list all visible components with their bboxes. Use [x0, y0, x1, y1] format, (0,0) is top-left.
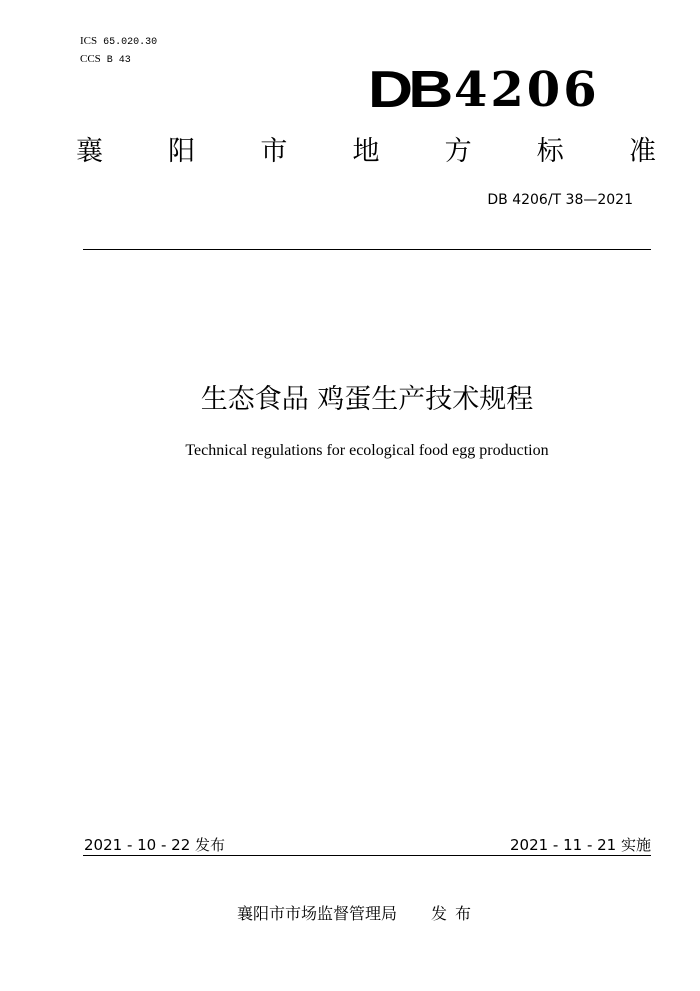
- ics-code: 65.020.30: [103, 37, 158, 48]
- standard-type-char: 地: [352, 136, 380, 167]
- standard-type-char: 襄: [76, 136, 103, 167]
- issue-date: 2021 - 10 - 22 发布: [84, 836, 226, 854]
- ics-classification: [80, 34, 157, 50]
- db-logo-letters: DB: [368, 61, 449, 119]
- standard-type-title: [76, 134, 656, 170]
- ics-label: ICS: [80, 35, 98, 47]
- ccs-label: CCS: [80, 53, 101, 65]
- standard-type-char: 市: [260, 136, 288, 167]
- document-title-chinese: 生态食品 鸡蛋生产技术规程: [200, 384, 534, 415]
- document-title-english: Technical regulations for ecological food egg production: [185, 442, 549, 459]
- issuer-name: 襄阳市市场监督管理局: [236, 904, 397, 923]
- standard-number: DB 4206/T 38—2021: [487, 192, 633, 208]
- ccs-classification: [80, 52, 131, 68]
- issuer-action: 发布: [431, 904, 480, 923]
- implementation-date: 2021 - 11 - 21 实施: [509, 836, 651, 854]
- ccs-code: B 43: [106, 55, 131, 66]
- standard-type-char: 阳: [168, 136, 196, 167]
- db-logo-number: 4206: [454, 62, 600, 118]
- issuer-line: [0, 903, 700, 925]
- standard-type-char: 方: [444, 136, 472, 167]
- bottom-divider: [83, 855, 651, 856]
- top-divider: [83, 249, 651, 250]
- db-standard-logo: [368, 60, 600, 119]
- standard-type-char: 标: [536, 136, 564, 167]
- standard-type-char: 准: [628, 136, 656, 167]
